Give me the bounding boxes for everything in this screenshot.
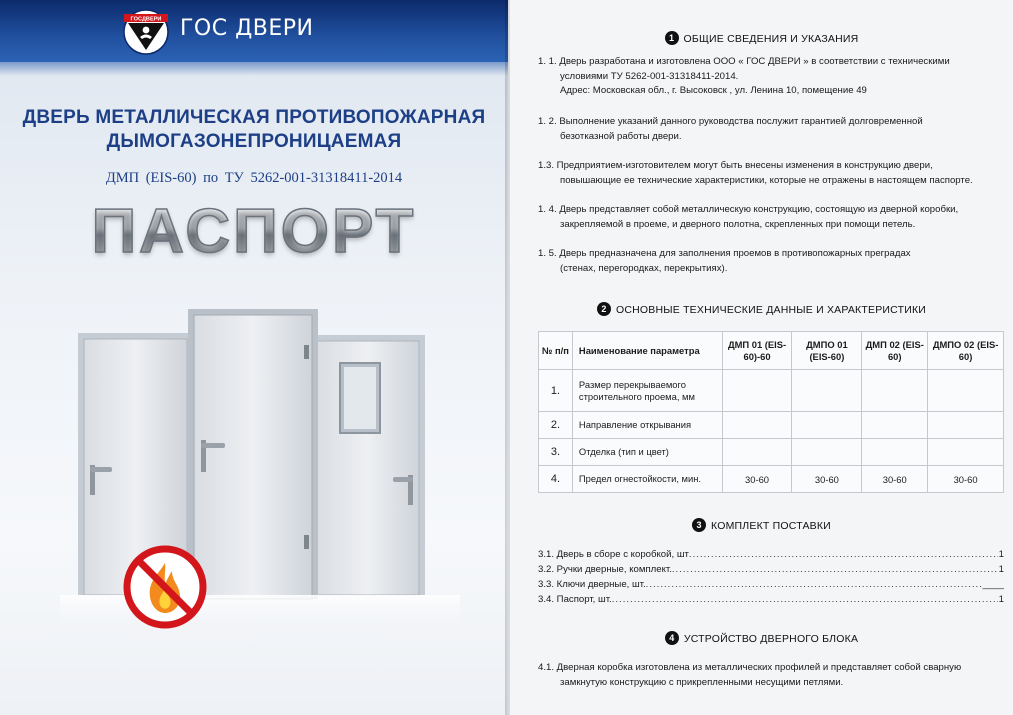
section-4-heading <box>510 631 1013 645</box>
header-model-1: ДМП 01 (EIS-60)-60 <box>722 332 792 370</box>
center-door <box>188 309 318 599</box>
row-label: Направление открывания <box>572 412 722 439</box>
text-line: 1. 4. Дверь представляет собой металлическую конструкцию, состоящую из дверной коробки, <box>538 204 959 215</box>
row-number: 2. <box>539 412 573 439</box>
paragraph-1-5 <box>538 247 1008 276</box>
text-line: повышающие ее технические характеристики, которые не отражены в настоящем паспорте. <box>560 174 973 186</box>
table-row <box>539 370 1004 412</box>
cover-subtitle: ДМП (EIS-60) по ТУ 5262-001-31318411-2014 <box>105 170 403 186</box>
cell-value <box>862 439 928 466</box>
paragraph-4-1 <box>538 661 1008 690</box>
section-3-heading <box>510 518 1013 532</box>
section-title: ОСНОВНЫЕ ТЕХНИЧЕСКИЕ ДАННЫЕ И ХАРАКТЕРИСТИКИ <box>615 304 927 316</box>
cell-value: 30-60 <box>792 466 862 493</box>
gosdveri-logo-icon <box>118 6 174 56</box>
brand-header-bar <box>0 0 508 62</box>
section-number-badge: 4 <box>665 631 679 645</box>
leader-dots <box>672 564 998 575</box>
header-model-4: ДМПО 02 (EIS-60) <box>928 332 1004 370</box>
kit-item-quantity: 1 <box>998 564 1004 575</box>
table-header-row <box>539 332 1004 370</box>
text-line: Адрес: Московская обл., г. Высоковск , ул. Ленина 10, помещение 49 <box>560 85 867 96</box>
logo-text: ГОСДВЕРИ <box>130 16 162 23</box>
kit-item-quantity: 1 <box>998 594 1004 605</box>
cell-value: 30-60 <box>862 466 928 493</box>
text-line: 1.3. Предприятием-изготовителем могут быть внесены изменения в конструкцию двери, <box>538 160 933 171</box>
cell-value <box>928 439 1004 466</box>
section-number-badge: 2 <box>597 302 611 316</box>
kit-item-quantity: 1 <box>998 549 1004 560</box>
header-model-2: ДМПО 01 (EIS-60) <box>792 332 862 370</box>
paragraph-1-4 <box>538 203 1008 232</box>
section-title: УСТРОЙСТВО ДВЕРНОГО БЛОКА <box>683 633 859 645</box>
cell-value <box>792 412 862 439</box>
cell-value <box>928 370 1004 412</box>
specifications-table <box>538 331 1004 493</box>
text-line: замкнутую конструкцию с прикрепленными несущими петлями. <box>560 676 844 688</box>
kit-item-label: 3.4. Паспорт, шт. <box>538 594 612 605</box>
row-label: Отделка (тип и цвет) <box>572 439 722 466</box>
brand-name: ГОС ДВЕРИ <box>180 16 314 41</box>
cell-value <box>862 370 928 412</box>
header-model-3: ДМП 02 (EIS-60) <box>862 332 928 370</box>
table-row <box>539 466 1004 493</box>
kit-item-label: 3.3. Ключи дверные, шт. <box>538 579 646 590</box>
kit-item-label: 3.1. Дверь в сборе с коробкой, шт <box>538 549 689 560</box>
section-title: КОМПЛЕКТ ПОСТАВКИ <box>711 520 831 532</box>
text-line: (стенах, перегородках, перекрытиях). <box>560 262 728 274</box>
kit-item-label: 3.2. Ручки дверные, комплект. <box>538 564 672 575</box>
text-line: 1. 1. Дверь разработана и изготовлена ООО « ГОС ДВЕРИ » в соответствии с техническими <box>538 56 950 67</box>
leader-dots <box>689 549 998 560</box>
kit-item-quantity: ____ <box>982 579 1004 590</box>
right-door <box>310 335 425 595</box>
cell-value <box>792 370 862 412</box>
cell-value: 30-60 <box>928 466 1004 493</box>
cell-value <box>862 412 928 439</box>
kit-item <box>538 579 1004 590</box>
paragraph-1-1 <box>538 55 1008 99</box>
cell-value <box>928 412 1004 439</box>
no-fire-sign-icon <box>127 549 203 625</box>
section-number-badge: 1 <box>665 31 679 45</box>
kit-item <box>538 594 1004 605</box>
paragraph-1-2 <box>538 115 1008 144</box>
section-2-heading <box>510 302 1013 316</box>
row-number: 4. <box>539 466 573 493</box>
row-number: 1. <box>539 370 573 412</box>
cell-value: 30-60 <box>722 466 792 493</box>
cover-title-line-1: ДВЕРЬ МЕТАЛЛИЧЕСКАЯ ПРОТИВОПОЖАРНАЯ <box>22 107 486 128</box>
text-line: безотказной работы двери. <box>560 130 682 142</box>
cover-title-line-2: ДЫМОГАЗОНЕПРОНИЦАЕМАЯ <box>106 131 402 152</box>
text-line: 1. 2. Выполнение указаний данного руководства послужит гарантией долговременной <box>538 116 923 127</box>
kit-item <box>538 549 1004 560</box>
text-line: условиями ТУ 5262-001-31318411-2014. <box>560 70 739 82</box>
row-label: Размер перекрываемого строительного проема, мм <box>572 370 722 412</box>
header-num: № п/п <box>539 332 573 370</box>
text-line: 1. 5. Дверь предназначена для заполнения проемов в противопожарных преградах <box>538 248 911 259</box>
paragraph-1-3 <box>538 159 1008 188</box>
content-page <box>510 0 1013 715</box>
table-row <box>539 412 1004 439</box>
cell-value <box>792 439 862 466</box>
row-label: Предел огнестойкости, мин. <box>572 466 722 493</box>
table-row <box>539 439 1004 466</box>
text-line: 4.1. Дверная коробка изготовлена из металлических профилей и представляет собой сварную <box>538 662 962 673</box>
leader-dots <box>612 594 998 605</box>
cell-value <box>722 439 792 466</box>
section-1-heading <box>510 31 1013 45</box>
leader-dots <box>646 579 982 590</box>
text-line: закрепляемой в проеме, и дверного полотна, скрепленных при помощи петель. <box>560 218 916 230</box>
section-title: ОБЩИЕ СВЕДЕНИЯ И УКАЗАНИЯ <box>683 33 859 45</box>
cell-value <box>722 412 792 439</box>
kit-item <box>538 564 1004 575</box>
doors-illustration <box>60 305 460 635</box>
passport-heading: ПАСПОРТ <box>0 196 508 267</box>
cell-value <box>722 370 792 412</box>
row-number: 3. <box>539 439 573 466</box>
header-parameter: Наименование параметра <box>572 332 722 370</box>
section-number-badge: 3 <box>692 518 706 532</box>
